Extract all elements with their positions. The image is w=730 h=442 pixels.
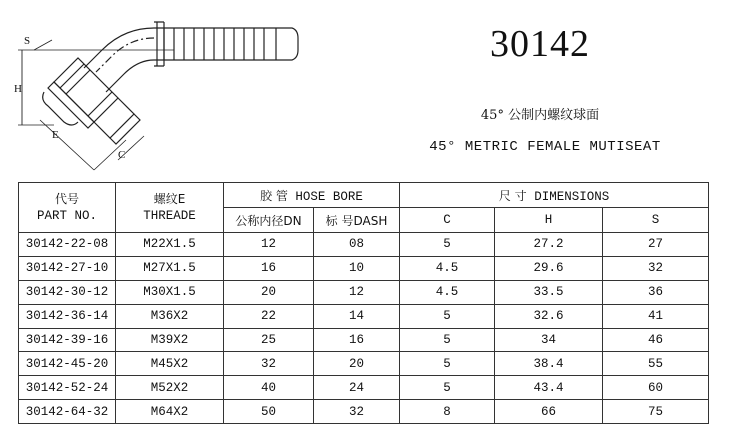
table-row [19, 376, 709, 400]
cell-dn: 50 [224, 400, 314, 424]
cell-dn: 12 [224, 233, 314, 257]
cell-dn: 20 [224, 280, 314, 304]
table-row [19, 280, 709, 304]
cell-s: 55 [603, 352, 709, 376]
cell-dash: 32 [314, 400, 400, 424]
cell-h: 43.4 [495, 376, 603, 400]
header-hose-bore: 胶 管 HOSE BORE [224, 183, 400, 208]
subtitle-english: 45° METRIC FEMALE MUTISEAT [429, 139, 661, 155]
cell-dn: 32 [224, 352, 314, 376]
cell-h: 38.4 [495, 352, 603, 376]
cell-dash: 10 [314, 256, 400, 280]
header-dn: 公称内径DN [224, 208, 314, 233]
header-h: H [495, 208, 603, 233]
cell-s: 36 [603, 280, 709, 304]
table-row [19, 304, 709, 328]
cell-c: 5 [400, 328, 495, 352]
cell-c: 5 [400, 233, 495, 257]
cell-dash: 20 [314, 352, 400, 376]
cell-part-no: 30142-45-20 [19, 352, 116, 376]
cell-c: 4.5 [400, 280, 495, 304]
cell-thread: M52X2 [116, 376, 224, 400]
cell-h: 33.5 [495, 280, 603, 304]
cell-dn: 16 [224, 256, 314, 280]
cell-thread: M36X2 [116, 304, 224, 328]
cell-part-no: 30142-36-14 [19, 304, 116, 328]
cell-s: 46 [603, 328, 709, 352]
cell-dash: 08 [314, 233, 400, 257]
cell-h: 34 [495, 328, 603, 352]
cell-dn: 25 [224, 328, 314, 352]
dim-label-s: S [24, 35, 31, 47]
cell-thread: M39X2 [116, 328, 224, 352]
cell-dash: 12 [314, 280, 400, 304]
cell-thread: M64X2 [116, 400, 224, 424]
part-title: 30142 [490, 23, 590, 65]
cell-s: 75 [603, 400, 709, 424]
cell-s: 41 [603, 304, 709, 328]
dim-label-h: H [14, 83, 22, 95]
dim-label-c: C [118, 149, 126, 161]
cell-s: 27 [603, 233, 709, 257]
cell-part-no: 30142-39-16 [19, 328, 116, 352]
table-row [19, 233, 709, 257]
cell-dash: 16 [314, 328, 400, 352]
cell-part-no: 30142-27-10 [19, 256, 116, 280]
cell-c: 5 [400, 304, 495, 328]
header-dash: 标 号DASH [314, 208, 400, 233]
header-dimensions: 尺 寸 DIMENSIONS [400, 183, 709, 208]
cell-thread: M27X1.5 [116, 256, 224, 280]
header-c: C [400, 208, 495, 233]
cell-dash: 14 [314, 304, 400, 328]
cell-part-no: 30142-64-32 [19, 400, 116, 424]
cell-h: 27.2 [495, 233, 603, 257]
header-thread: 螺纹E THREADE [116, 183, 224, 233]
cell-h: 66 [495, 400, 603, 424]
fitting-drawing [14, 10, 314, 175]
cell-dn: 22 [224, 304, 314, 328]
header-s: S [603, 208, 709, 233]
cell-thread: M45X2 [116, 352, 224, 376]
dim-label-e: E [52, 129, 59, 141]
cell-part-no: 30142-30-12 [19, 280, 116, 304]
cell-part-no: 30142-22-08 [19, 233, 116, 257]
cell-dash: 24 [314, 376, 400, 400]
cell-dn: 40 [224, 376, 314, 400]
spec-table [18, 182, 709, 424]
cell-h: 29.6 [495, 256, 603, 280]
cell-c: 8 [400, 400, 495, 424]
subtitle-chinese: 45° 公制内螺纹球面 [480, 108, 600, 123]
table-row [19, 256, 709, 280]
cell-thread: M30X1.5 [116, 280, 224, 304]
cell-thread: M22X1.5 [116, 233, 224, 257]
cell-c: 5 [400, 376, 495, 400]
table-row [19, 352, 709, 376]
header-part-no: 代号 PART NO. [19, 183, 116, 233]
cell-c: 5 [400, 352, 495, 376]
cell-s: 60 [603, 376, 709, 400]
cell-c: 4.5 [400, 256, 495, 280]
cell-s: 32 [603, 256, 709, 280]
table-row [19, 400, 709, 424]
cell-part-no: 30142-52-24 [19, 376, 116, 400]
cell-h: 32.6 [495, 304, 603, 328]
table-row [19, 328, 709, 352]
